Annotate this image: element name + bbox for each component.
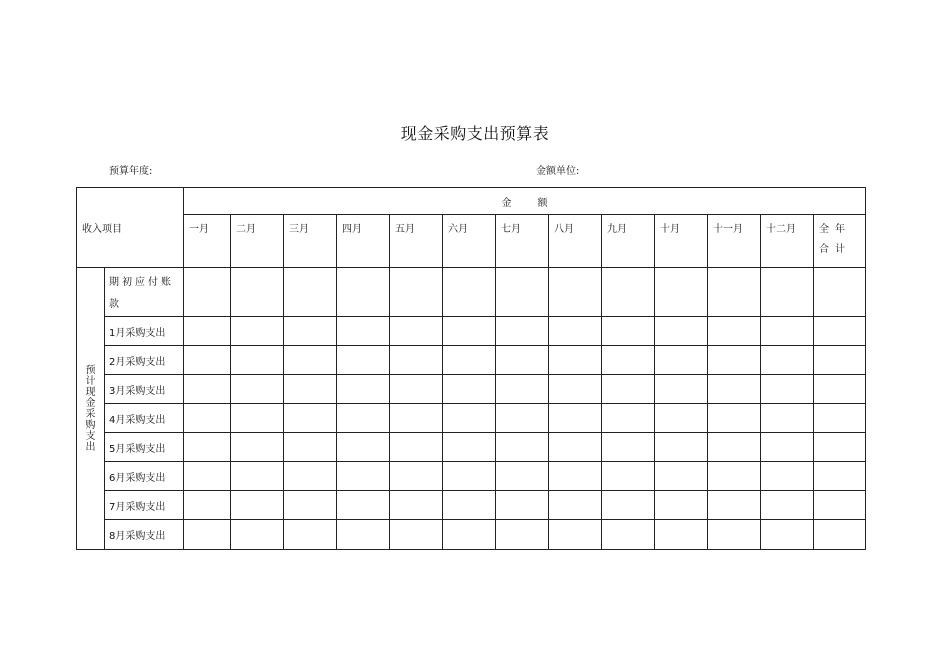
month-header: 三月: [284, 215, 337, 268]
amount-cell[interactable]: [231, 491, 284, 520]
amount-cell[interactable]: [496, 346, 549, 375]
amount-cell[interactable]: [761, 375, 814, 404]
amount-cell[interactable]: [231, 268, 284, 317]
month-header: 一月: [184, 215, 231, 268]
row-label: 期初应付账款: [105, 268, 184, 317]
annual-total-header: 全年合计: [814, 215, 866, 268]
table-row: [77, 317, 866, 346]
amount-cell[interactable]: [284, 346, 337, 375]
amount-cell[interactable]: [549, 491, 602, 520]
amount-cell[interactable]: [549, 375, 602, 404]
amount-cell[interactable]: [814, 433, 866, 462]
amount-cell[interactable]: [390, 346, 443, 375]
amount-cell[interactable]: [231, 433, 284, 462]
amount-cell[interactable]: [814, 346, 866, 375]
amount-cell[interactable]: [708, 491, 761, 520]
amount-cell[interactable]: [443, 433, 496, 462]
amount-cell[interactable]: [184, 433, 231, 462]
amount-cell[interactable]: [602, 317, 655, 346]
amount-cell[interactable]: [496, 520, 549, 550]
amount-cell[interactable]: [231, 317, 284, 346]
amount-cell[interactable]: [761, 433, 814, 462]
row-label: 7月采购支出: [105, 491, 184, 520]
amount-cell[interactable]: [708, 268, 761, 317]
amount-cell[interactable]: [655, 404, 708, 433]
project-header: 收入项目: [77, 188, 184, 268]
row-label: 2月采购支出: [105, 346, 184, 375]
page-title: 现金采购支出预算表: [400, 124, 550, 143]
amount-cell[interactable]: [761, 268, 814, 317]
amount-cell[interactable]: [284, 520, 337, 550]
amount-cell[interactable]: [655, 491, 708, 520]
amount-cell[interactable]: [337, 375, 390, 404]
amount-cell[interactable]: [602, 346, 655, 375]
amount-cell[interactable]: [602, 375, 655, 404]
amount-cell[interactable]: [602, 433, 655, 462]
amount-cell[interactable]: [549, 317, 602, 346]
amount-cell[interactable]: [814, 520, 866, 550]
amount-cell[interactable]: [390, 375, 443, 404]
amount-cell[interactable]: [761, 317, 814, 346]
amount-cell[interactable]: [708, 520, 761, 550]
amount-cell[interactable]: [443, 404, 496, 433]
amount-cell[interactable]: [814, 491, 866, 520]
amount-cell[interactable]: [761, 404, 814, 433]
amount-cell[interactable]: [184, 491, 231, 520]
month-header: 八月: [549, 215, 602, 268]
month-header: 十一月: [708, 215, 761, 268]
amount-cell[interactable]: [761, 491, 814, 520]
table-row: [77, 462, 866, 491]
amount-cell[interactable]: [708, 404, 761, 433]
amount-cell[interactable]: [443, 346, 496, 375]
amount-cell[interactable]: [390, 404, 443, 433]
row-label: 3月采购支出: [105, 375, 184, 404]
month-header: 四月: [337, 215, 390, 268]
row-group-label-cell: [77, 268, 105, 550]
amount-cell[interactable]: [284, 375, 337, 404]
amount-cell[interactable]: [814, 404, 866, 433]
month-header: 七月: [496, 215, 549, 268]
amount-cell[interactable]: [496, 268, 549, 317]
amount-cell[interactable]: [708, 317, 761, 346]
amount-cell[interactable]: [184, 404, 231, 433]
amount-cell[interactable]: [602, 491, 655, 520]
amount-cell[interactable]: [496, 462, 549, 491]
amount-cell[interactable]: [496, 375, 549, 404]
amount-cell[interactable]: [390, 317, 443, 346]
amount-cell[interactable]: [655, 317, 708, 346]
amount-cell[interactable]: [708, 346, 761, 375]
amount-cell[interactable]: [443, 462, 496, 491]
amount-cell[interactable]: [761, 520, 814, 550]
amount-cell[interactable]: [602, 268, 655, 317]
table-row: [77, 404, 866, 433]
amount-cell[interactable]: [549, 268, 602, 317]
amount-cell[interactable]: [549, 462, 602, 491]
amount-cell[interactable]: [655, 375, 708, 404]
amount-cell[interactable]: [231, 346, 284, 375]
amount-cell[interactable]: [337, 346, 390, 375]
amount-cell[interactable]: [184, 375, 231, 404]
amount-cell[interactable]: [602, 404, 655, 433]
amount-cell[interactable]: [231, 404, 284, 433]
table-row: [77, 268, 866, 317]
amount-cell[interactable]: [602, 462, 655, 491]
amount-cell[interactable]: [443, 268, 496, 317]
amount-cell[interactable]: [814, 462, 866, 491]
amount-cell[interactable]: [443, 491, 496, 520]
table-row: [77, 433, 866, 462]
amount-header: 金额: [184, 188, 866, 215]
row-group-label: 预计现金采购支出: [85, 364, 96, 453]
amount-cell[interactable]: [337, 491, 390, 520]
month-header: 二月: [231, 215, 284, 268]
amount-cell[interactable]: [337, 268, 390, 317]
amount-cell[interactable]: [814, 375, 866, 404]
amount-cell[interactable]: [390, 491, 443, 520]
amount-cell[interactable]: [655, 433, 708, 462]
amount-cell[interactable]: [284, 433, 337, 462]
amount-cell[interactable]: [337, 404, 390, 433]
table-row: [77, 491, 866, 520]
amount-cell[interactable]: [496, 317, 549, 346]
amount-cell[interactable]: [655, 346, 708, 375]
amount-cell[interactable]: [337, 520, 390, 550]
amount-cell[interactable]: [337, 433, 390, 462]
amount-cell[interactable]: [814, 317, 866, 346]
amount-cell[interactable]: [549, 346, 602, 375]
budget-year-label: 预算年度:: [109, 166, 153, 177]
month-header: 十月: [655, 215, 708, 268]
month-header: 五月: [390, 215, 443, 268]
amount-cell[interactable]: [443, 520, 496, 550]
amount-cell[interactable]: [390, 462, 443, 491]
amount-cell[interactable]: [496, 491, 549, 520]
amount-cell[interactable]: [231, 375, 284, 404]
row-label: 1月采购支出: [105, 317, 184, 346]
amount-cell[interactable]: [337, 317, 390, 346]
amount-cell[interactable]: [337, 462, 390, 491]
amount-cell[interactable]: [184, 462, 231, 491]
amount-cell[interactable]: [184, 317, 231, 346]
amount-cell[interactable]: [549, 404, 602, 433]
amount-cell[interactable]: [708, 433, 761, 462]
amount-cell[interactable]: [184, 346, 231, 375]
table-row: [77, 346, 866, 375]
amount-cell[interactable]: [655, 268, 708, 317]
amount-cell[interactable]: [390, 433, 443, 462]
amount-cell[interactable]: [761, 346, 814, 375]
amount-cell[interactable]: [284, 317, 337, 346]
row-label: 5月采购支出: [105, 433, 184, 462]
amount-cell[interactable]: [814, 268, 866, 317]
currency-unit-label: 金额单位:: [536, 166, 580, 177]
table-row: [77, 375, 866, 404]
table-row: [77, 520, 866, 550]
amount-cell[interactable]: [443, 375, 496, 404]
month-header: 九月: [602, 215, 655, 268]
row-label: 6月采购支出: [105, 462, 184, 491]
amount-cell[interactable]: [184, 520, 231, 550]
amount-cell[interactable]: [761, 462, 814, 491]
month-header: 六月: [443, 215, 496, 268]
amount-cell[interactable]: [284, 462, 337, 491]
amount-cell[interactable]: [496, 433, 549, 462]
amount-cell[interactable]: [549, 520, 602, 550]
amount-cell[interactable]: [496, 404, 549, 433]
amount-cell[interactable]: [655, 520, 708, 550]
row-label: 8月采购支出: [105, 520, 184, 550]
amount-cell[interactable]: [549, 433, 602, 462]
amount-cell[interactable]: [231, 520, 284, 550]
amount-cell[interactable]: [390, 520, 443, 550]
amount-cell[interactable]: [284, 268, 337, 317]
row-label: 4月采购支出: [105, 404, 184, 433]
amount-cell[interactable]: [284, 491, 337, 520]
amount-cell[interactable]: [708, 375, 761, 404]
amount-cell[interactable]: [443, 317, 496, 346]
budget-table: [76, 187, 866, 550]
amount-cell[interactable]: [184, 268, 231, 317]
amount-cell[interactable]: [231, 462, 284, 491]
amount-cell[interactable]: [655, 462, 708, 491]
amount-cell[interactable]: [390, 268, 443, 317]
month-header: 十二月: [761, 215, 814, 268]
amount-cell[interactable]: [284, 404, 337, 433]
amount-cell[interactable]: [602, 520, 655, 550]
amount-cell[interactable]: [708, 462, 761, 491]
